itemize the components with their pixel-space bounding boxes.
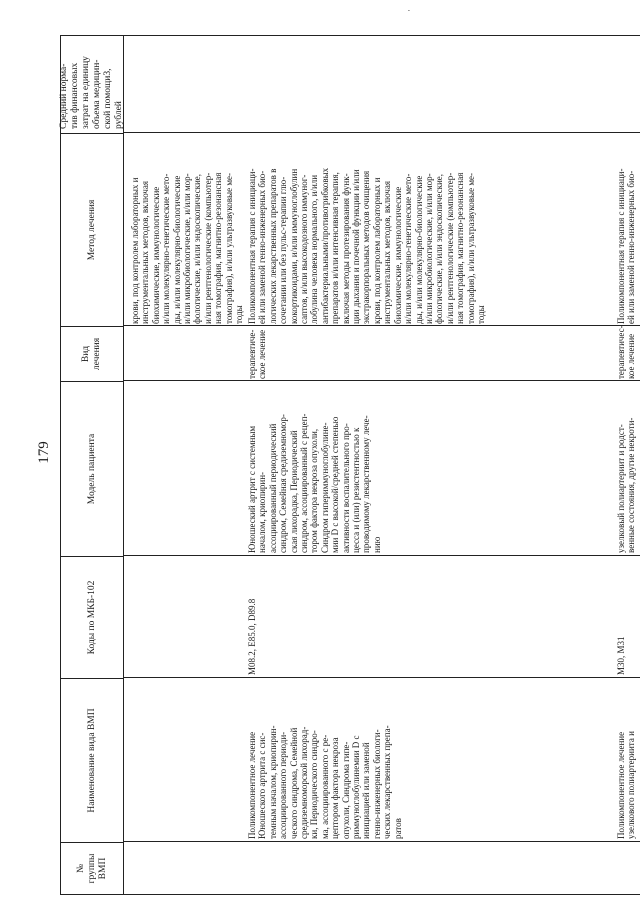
column-divider — [124, 132, 640, 133]
table-row-treatment-type: терапевтиче- ское лечение — [247, 329, 268, 379]
header-group-no: № группы ВМП — [61, 842, 124, 894]
table-row-icd-codes: M30, M31 — [616, 636, 626, 675]
table-row-treatment-method: Поликомпонентная терапия с инициаци- ей или заменой генно-инженерных био- логических лекарственных препаратов в сочетании или без пульс-терапии глю- кокортикоидами, и/или иммуноглобулин саптов, и/или высокодозного иммуног- лобулина человека нормального, и/или антибактериальными/противогрибковых препаратов и/или интенсивная терапия, включая методы протезирования функ- ции дыхания и почечной функции и/или экстракорпоральных методов очищения крови, под контролем лабораторных и инструментальных методов, включая биохимические, иммунологические и/или молекулярно-генетические мето- ды, и/или молекулярно-биологические и/или микробиологические, и/или мор- фологические, и/или эндоскопические, и/или рентгенологические (компьютер- ная томография, магнитно-резонансная томография), и/или ультразвуковые ме- тоды — [247, 167, 486, 324]
header-icd-codes: Коды по МКБ-102 — [61, 556, 124, 678]
page-number: 179 — [36, 441, 52, 464]
header-treatment-type: Вид лечения — [61, 326, 124, 381]
header-vmp-name: Наименование вида ВМП — [61, 678, 124, 842]
header-average-cost: Средний норма- тив финансовых затрат на единицу объема медицин- ской помощи3, рублей — [61, 36, 124, 133]
column-divider — [124, 677, 640, 678]
table-row-treatment-type: терапевтичес- кое лечение — [616, 325, 637, 379]
header-patient-model: Модель пациента — [61, 381, 124, 556]
column-divider — [124, 555, 640, 556]
header-treatment-method: Метод лечения — [61, 133, 124, 326]
column-divider — [124, 380, 640, 381]
table-row-continuation-method: крови, под контролем лабораторных и инструментальных методов, включая биохимические, иммунологические и/или молекулярно-генетические мето- ды, и/или молекулярно-биологические и/или микробиологические, и/или мор- фологические, и/или эндоскопические, и/или рентгенологические (компьютер- ная томография, магнитно-резонансная томография), и/или ультразвуковые ме- тоды — [130, 172, 245, 324]
table-row-patient-model: узелковый полиартериит и родст- венные состояния, другие некроти- — [616, 417, 637, 553]
column-divider — [124, 841, 640, 842]
table-row-icd-codes: M08.2, E85.0, D89.8 — [247, 598, 257, 675]
table-row-patient-model: Юношеский артрит с системным началом, криопирин- ассоциированный периодический синдром, Семейная средиземномор- ская лихорадка, Периодический синдром, ассоциированный с рецеп- тором фактора некроза опухоли, Синдром гипериммуноглобулине- мии D с высокой/средней степенью активности воспалительного про- цесса и (или) резистентностью к проводимому лекарственному лече- нию — [247, 413, 382, 553]
column-divider — [124, 325, 640, 326]
vmp-table — [60, 35, 640, 895]
stray-mark: · — [404, 9, 414, 12]
table-row-vmp-name: Поликомпонентное лечение узелкового полиартериита и — [616, 731, 637, 839]
table-row-treatment-method: Поликомпонентная терапия с инициаци- ей или заменой генно-инженерных био- — [616, 168, 637, 324]
table-row-vmp-name: Поликомпонентное лечение Юношеского артрита с сис- темным началом, криопирин- ассоциированного периоди- ческого синдрома, Семейной средиземноморской лихорад- ки, Периодического синдро- ма, ассоциированного с ре- цептором фактора некроза опухоли, Синдрома гипе- риммуноглобулинемии D с инициацией или заменой генно-инженерных биологи- ческих лекарственных препа- ратов — [247, 725, 403, 839]
